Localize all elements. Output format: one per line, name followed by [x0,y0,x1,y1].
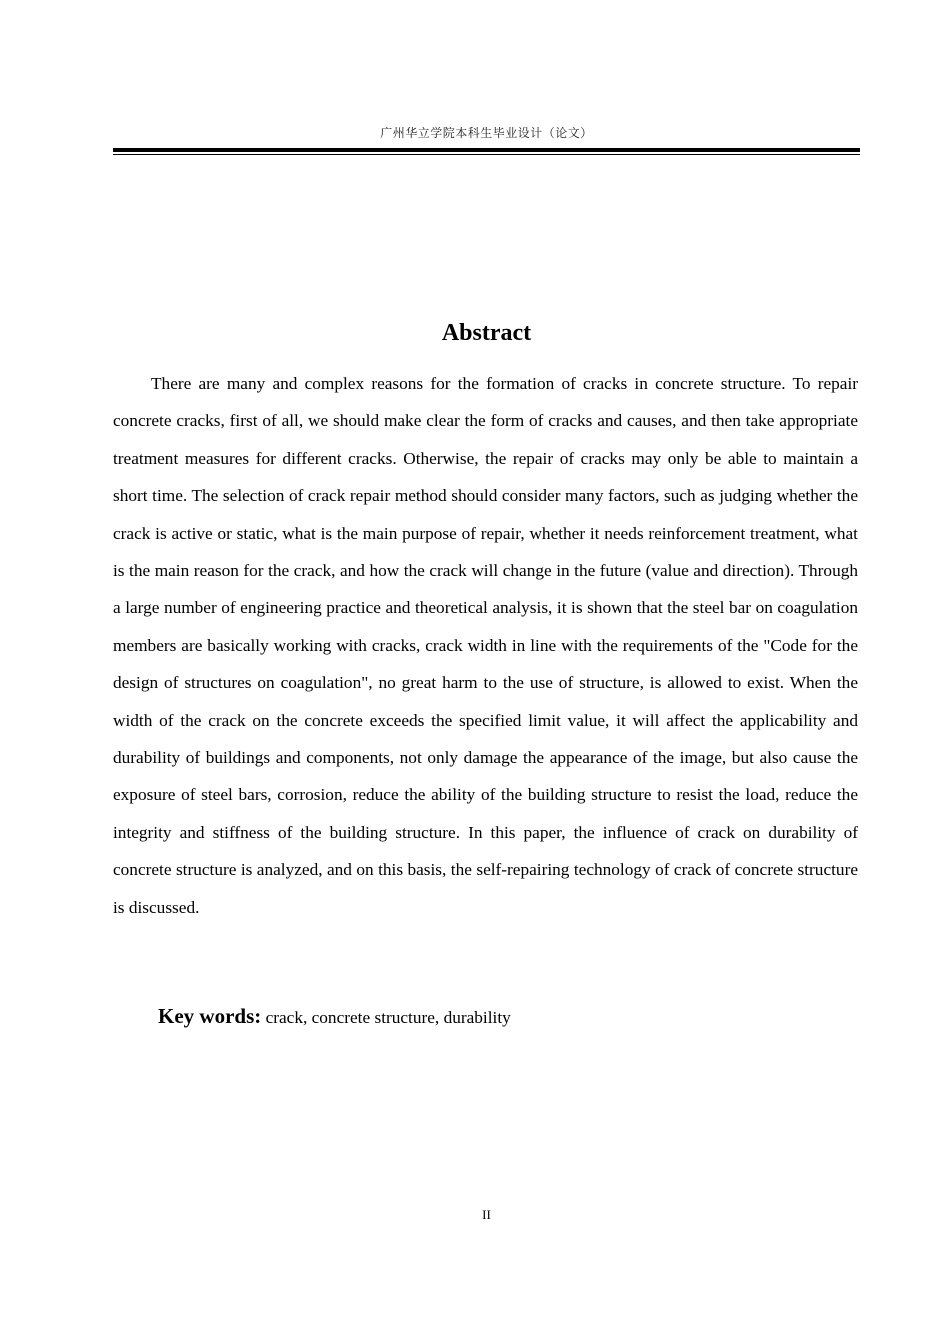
keywords-value: crack, concrete structure, durability [265,1008,511,1027]
page-number: II [482,1207,491,1222]
abstract-body: There are many and complex reasons for the formation of cracks in concrete structure. To repair concrete cracks, first of all, we should make clear the form of cracks and causes, and then take appropriate treatment measures for different cracks. Otherwise, the repair of cracks may only be able to maintain a short time. The selection of crack repair method should consider many factors, such as judging whether the crack is active or static, what is the main purpose of repair, whether it needs reinforcement treatment, what is the main reason for the crack, and how the crack will change in the future (value and direction). Through a large number of engineering practice and theoretical analysis, it is shown that the steel bar on coagulation members are basically working with cracks, crack width in line with the requirements of the "Code for the design of structures on coagulation", no great harm to the use of structure, is allowed to exist. When the width of the crack on the concrete exceeds the specified limit value, it will affect the applicability and durability of buildings and components, not only damage the appearance of the image, but also cause the exposure of steel bars, corrosion, reduce the ability of the building structure to resist the load, reduce the integrity and stiffness of the building structure. In this paper, the influence of crack on durability of concrete structure is analyzed, and on this basis, the self-repairing technology of crack of concrete structure is discussed. [113,374,858,917]
abstract-title: Abstract [441,320,532,346]
keywords-line [158,999,858,1035]
header-rule-thick [113,148,860,152]
running-header: 广州华立学院本科生毕业设计（论文） [380,126,593,140]
header-rule-thin [113,154,860,155]
keywords-label: Key words: [158,1004,262,1028]
